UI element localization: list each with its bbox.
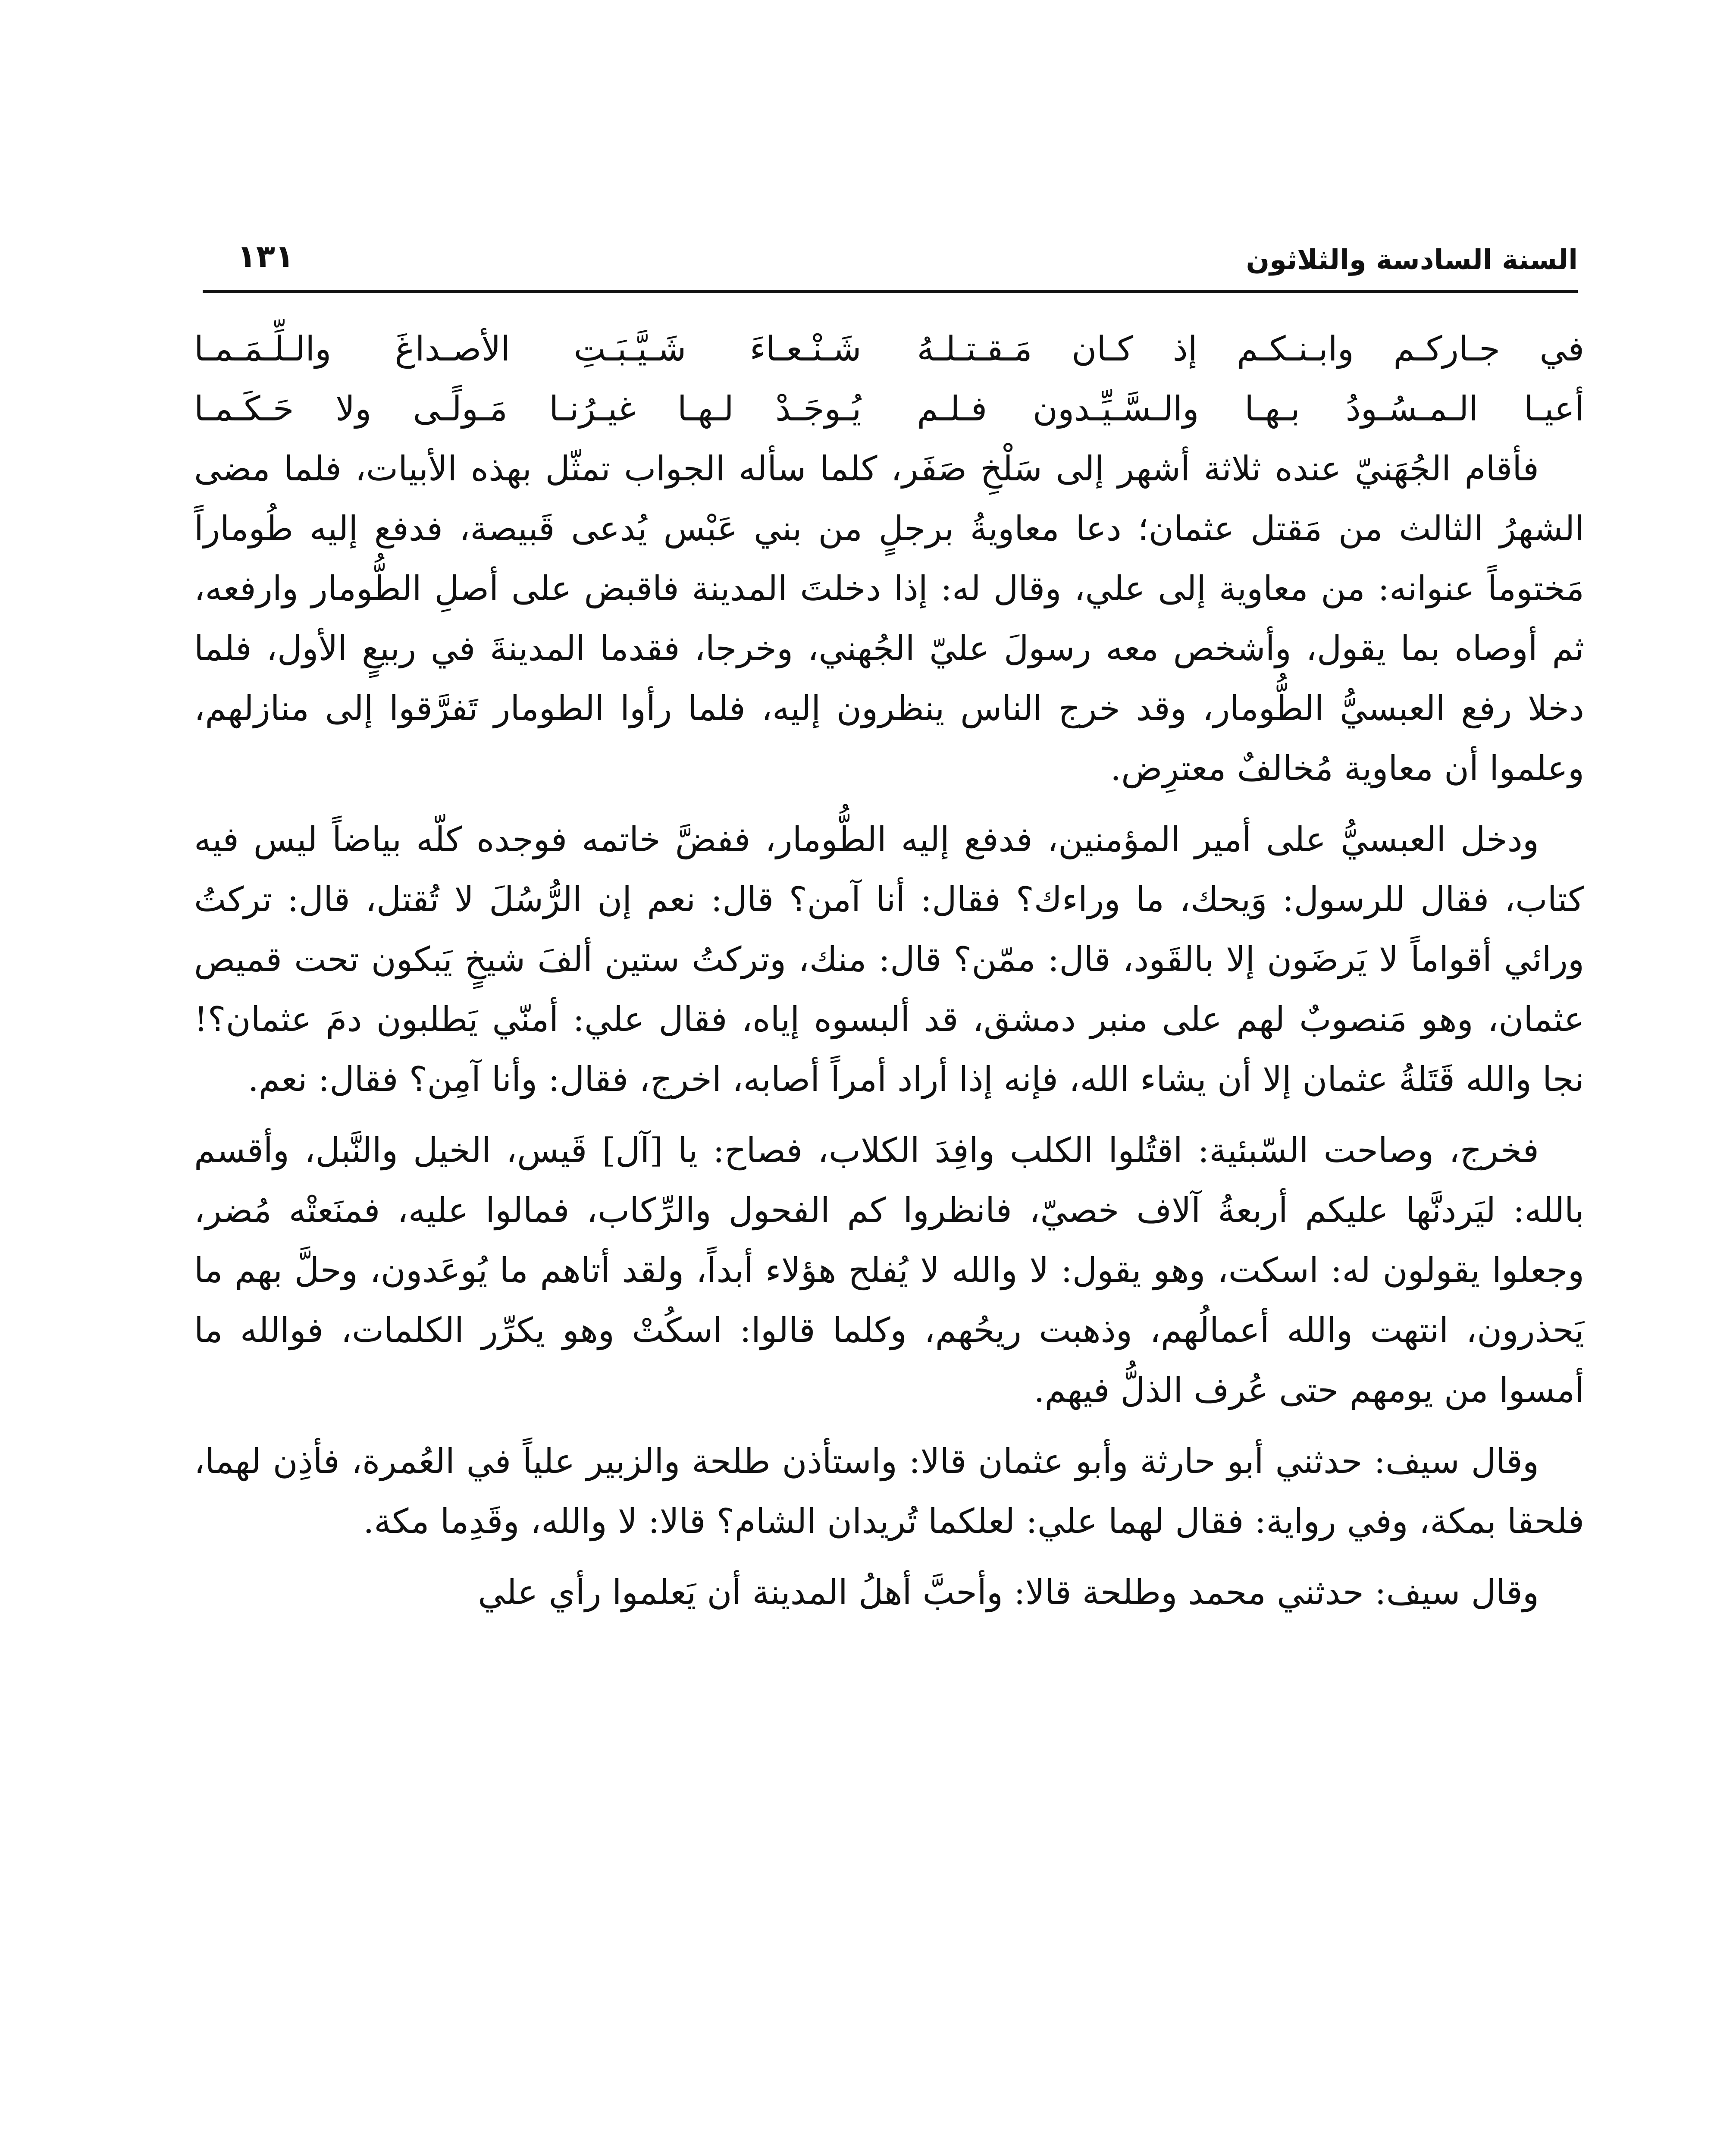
- verse-second-hemistich: يُـوجَـدْ لـهـا غيـرُنـا مَـولًـى ولا حَـكَـمـا: [194, 389, 862, 429]
- poem-verse: [194, 379, 1584, 439]
- poem-verse: [194, 319, 1584, 379]
- verse-second-hemistich: شَـنْـعـاءَ شَـيَّـبَـتِ الأصـداغَ والـلِّـمَـمـا: [194, 329, 862, 369]
- body-paragraph: فأقام الجُهَنيّ عنده ثلاثة أشهر إلى سَلْخِ صَفَر، كلما سأله الجواب تمثّل بهذه الأبيات، فلما مضى الشهرُ الثالث من مَقتل عثمان؛ دعا معاويةُ برجلٍ من بني عَبْس يُدعى قَبيصة، فدفع إليه طُوماراً مَختوماً عنوانه: من معاوية إلى علي، وقال له: إذا دخلتَ المدينة فاقبض على أصلِ الطُّومار وارفعه، ثم أوصاه بما يقول، وأشخص معه رسولَ عليّ الجُهني، وخرجا، فقدما المدينةَ في ربيعٍ الأول، فلما دخلا رفع العبسيُّ الطُّومار، وقد خرج الناس ينظرون إليه، فلما رأوا الطومار تَفرَّقوا إلى منازلهم، وعلموا أن معاوية مُخالفٌ معترِض.: [194, 449, 1584, 788]
- page-body: [194, 319, 1584, 2156]
- body-paragraph: ودخل العبسيُّ على أمير المؤمنين، فدفع إليه الطُّومار، ففضَّ خاتمه فوجده كلّه بياضاً ليس فيه كتاب، فقال للرسول: وَيحك، ما وراءك؟ فقال: أنا آمن؟ قال: نعم إن الرُّسُلَ لا تُقتل، قال: تركتُ ورائي أقواماً لا يَرضَون إلا بالقَود، قال: ممّن؟ قال: منك، وتركتُ ستين ألفَ شيخٍ يَبكون تحت قميص عثمان، وهو مَنصوبٌ لهم على منبر دمشق، قد ألبسوه إياه، فقال علي: أمنّي يَطلبون دمَ عثمان؟! نجا والله قَتَلةُ عثمان إلا أن يشاء الله، فإنه إذا أراد أمراً أصابه، اخرج، فقال: وأنا آمِن؟ فقال: نعم.: [194, 820, 1584, 1099]
- body-paragraph: وقال سيف: حدثني أبو حارثة وأبو عثمان قالا: واستأذن طلحة والزبير علياً في العُمرة، فأذِن لهما، فلحقا بمكة، وفي رواية: فقال لهما علي: لعلكما تُريدان الشام؟ قالا: لا والله، وقَدِما مكة.: [194, 1442, 1584, 1541]
- page-number: ١٣١: [237, 238, 294, 274]
- verse-first-hemistich: في جـاركـم وابـنـكـم إذ كـان مَـقـتـلـهُ: [917, 329, 1584, 369]
- body-paragraph: فخرج، وصاحت السّبئية: اقتُلوا الكلب وافِدَ الكلاب، فصاح: يا [آل] قَيس، الخيل والنَّبل، وأقسم بالله: ليَردنَّها عليكم أربعةُ آلاف خصيّ، فانظروا كم الفحول والرِّكاب، فمالوا عليه، فمنَعتْه مُضر، وجعلوا يقولون له: اسكت، وهو يقول: لا والله لا يُفلح هؤلاء أبداً، ولقد أتاهم ما يُوعَدون، وحلَّ بهم ما يَحذرون، انتهت والله أعمالُهم، وذهبت ريحُهم، وكلما قالوا: اسكُتْ وهو يكرِّر الكلمات، فوالله ما أمسوا من يومهم حتى عُرف الذلُّ فيهم.: [194, 1131, 1584, 1410]
- verse-first-hemistich: أعيـا الـمـسُـودُ بـهـا والـسَّـيِّـدون فـلـم: [917, 389, 1584, 429]
- chapter-title: السنة السادسة والثلاثون: [1246, 244, 1578, 276]
- body-paragraph: وقال سيف: حدثني محمد وطلحة قالا: وأحبَّ أهلُ المدينة أن يَعلموا رأي علي: [478, 1573, 1539, 1612]
- header-divider: [203, 290, 1578, 293]
- running-header: [203, 203, 1578, 293]
